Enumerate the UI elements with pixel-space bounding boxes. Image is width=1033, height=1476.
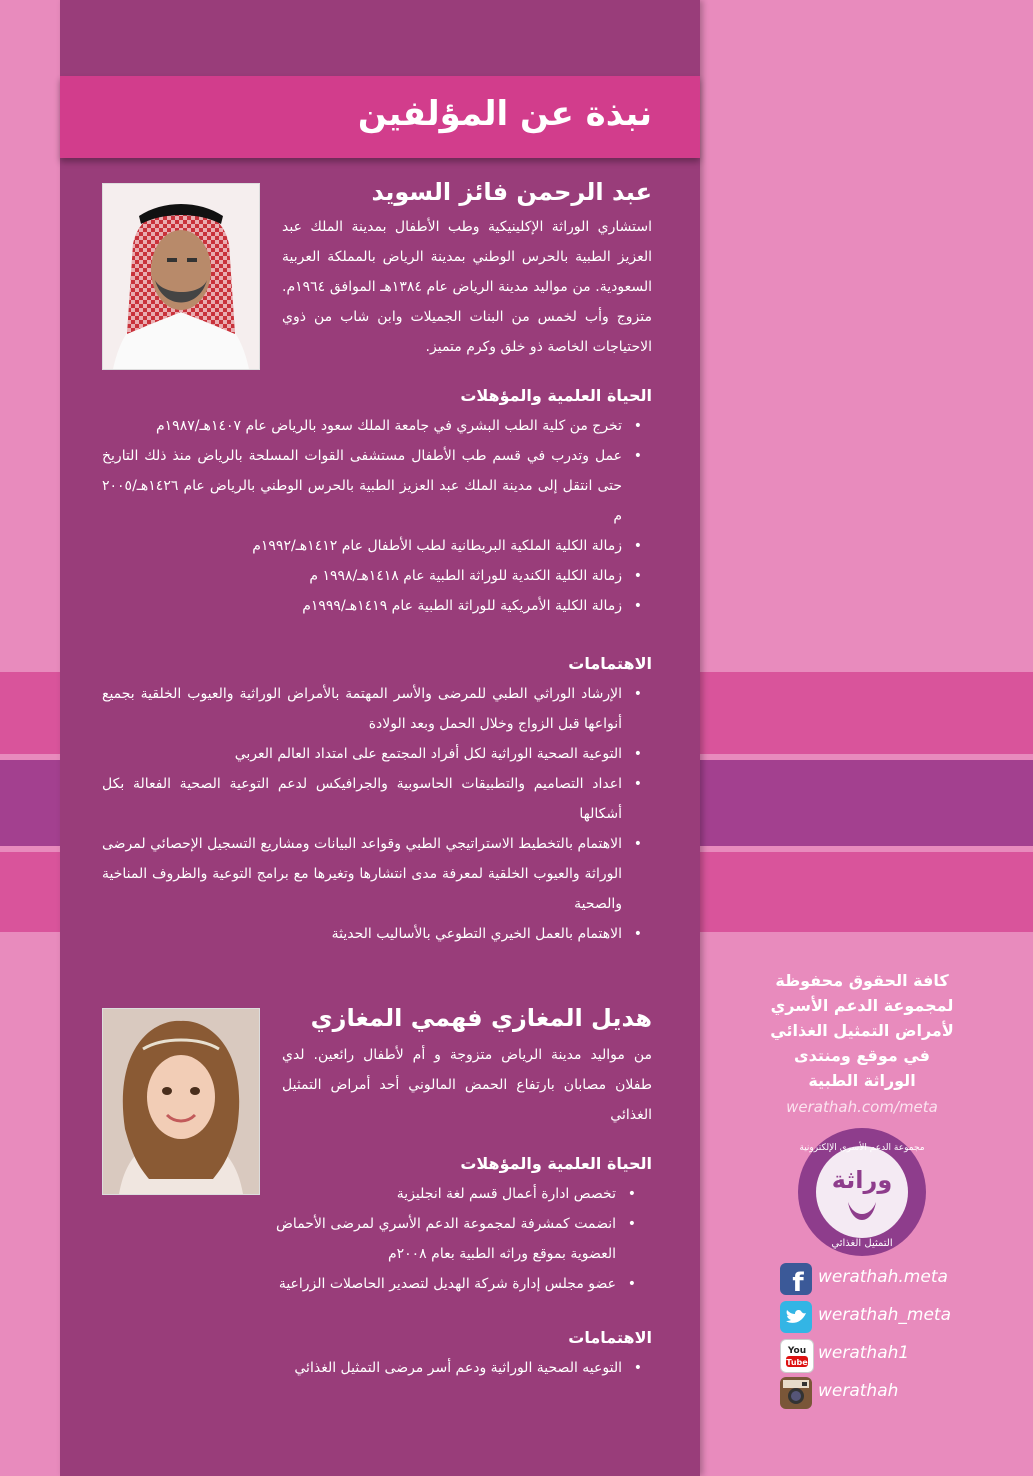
instagram-icon xyxy=(780,1377,812,1409)
rights-line: كافة الحقوق محفوظة xyxy=(775,971,949,990)
author1-qualifications-title: الحياة العلمية والمؤهلات xyxy=(460,386,652,405)
list-item: • زمالة الكلية الأمريكية للوراثة الطبية عام ١٤١٩هـ/١٩٩٩م xyxy=(102,591,622,621)
author2-name: هديل المغازي فهمي المغازي xyxy=(310,1004,652,1032)
youtube-icon xyxy=(780,1339,814,1373)
list-item: • تخصص ادارة أعمال قسم لغة انجليزية xyxy=(276,1179,616,1209)
list-item: • الاهتمام بالتخطيط الاستراتيجي الطبي وقواعد البيانات ومشاريع التسجيل الإحصائي لمرضى الوراثة والعيوب الخلقية لمعرفة مدى انتشارها وتغيرها مع برامج التوعية والظروف المناخية والصحية xyxy=(102,829,622,919)
werathah-logo xyxy=(796,1126,928,1258)
social-facebook[interactable] xyxy=(780,1263,1020,1297)
author1-interests xyxy=(102,654,652,949)
author1-photo xyxy=(102,183,260,370)
author2-qualifications-title: الحياة العلمية والمؤهلات xyxy=(460,1154,652,1173)
svg-text:You: You xyxy=(787,1346,807,1356)
author1-bio-block xyxy=(282,212,652,362)
list-item: • عمل وتدرب في قسم طب الأطفال مستشفى القوات المسلحة بالرياض منذ ذلك التاريخ حتى انتقل إلى مدينة الملك عبد العزيز الطبية بالحرس الوطني بالرياض عام ١٤٢٦هـ/٢٠٠٥ م xyxy=(102,441,622,531)
list-item: • التوعية الصحية الوراثية لكل أفراد المجتمع على امتداد العالم العربي xyxy=(102,739,622,769)
website-link[interactable]: werathah.com/meta xyxy=(786,1098,938,1116)
rights-line: لمجموعة الدعم الأسري xyxy=(770,996,954,1015)
list-item: • الإرشاد الوراثي الطبي للمرضى والأسر المهتمة بالأمراض الوراثية والعيوب الخلقية بجميع أنواعها قبل الزواج وخلال الحمل وبعد الولادة xyxy=(102,679,622,739)
list-item: • انضمت كمشرفة لمجموعة الدعم الأسري لمرضى الأحماض العضوية بموقع وراثه الطبية بعام ٢٠٠٨م xyxy=(276,1209,616,1269)
svg-text:f: f xyxy=(792,1268,804,1295)
author1-interests-title: الاهتمامات xyxy=(568,654,652,673)
svg-text:Tube: Tube xyxy=(786,1358,808,1367)
list-item: • زمالة الكلية الكندية للوراثة الطبية عام ١٤١٨هـ/١٩٩٨ م xyxy=(102,561,622,591)
list-item: • زمالة الكلية الملكية البريطانية لطب الأطفال عام ١٤١٢هـ/١٩٩٢م xyxy=(102,531,622,561)
logo-text: وراثة xyxy=(831,1166,893,1194)
author1-name-block xyxy=(102,178,652,206)
youtube-handle[interactable]: werathah1 xyxy=(818,1343,910,1363)
twitter-handle[interactable]: werathah_meta xyxy=(818,1305,952,1325)
list-item: • التوعيه الصحية الوراثية ودعم أسر مرضى التمثيل الغذائي xyxy=(102,1353,622,1383)
list-item: • الاهتمام بالعمل الخيري التطوعي بالأساليب الحديثة xyxy=(102,919,622,949)
social-instagram[interactable] xyxy=(780,1377,1020,1411)
author2-interests-title: الاهتمامات xyxy=(568,1328,652,1347)
copyright-notice xyxy=(744,968,980,1120)
author2-name-block xyxy=(102,1004,652,1032)
list-item: • عضو مجلس إدارة شركة الهديل لتصدير الحاصلات الزراعية xyxy=(276,1269,616,1299)
logo-bottom-text: التمثيل الغذائي xyxy=(831,1238,893,1249)
facebook-icon xyxy=(780,1263,812,1295)
author1-qualifications xyxy=(102,386,652,621)
rights-line: لأمراض التمثيل الغذائي xyxy=(770,1021,954,1040)
rights-line: الوراثة الطبية xyxy=(808,1071,916,1090)
page-title: نبذة عن المؤلفين xyxy=(357,94,652,134)
page-header xyxy=(60,76,700,158)
list-item: • اعداد التصاميم والتطبيقات الحاسوبية والجرافيكس لدعم التوعية الصحية الفعالة بكل أشكالها xyxy=(102,769,622,829)
author1-bio: استشاري الوراثة الإكلينيكية وطب الأطفال بمدينة الملك عبد العزيز الطبية بالحرس الوطني بمدينة الرياض بالمملكة العربية السعودية. من مواليد مدينة الرياض عام ١٣٨٤هـ الموافق ١٩٦٤م. متزوج وأب لخمس من البنات الجميلات وابن شاب من ذوي الاحتياجات الخاصة ذو خلق وكرم متميز. xyxy=(282,219,653,355)
facebook-handle[interactable]: werathah.meta xyxy=(818,1267,948,1287)
author2-bio: من مواليد مدينة الرياض متزوجة و أم لأطفال رائعين. لدي طفلان مصابان بارتفاع الحمض المالوني أحد أمراض التمثيل الغذائي xyxy=(282,1047,652,1123)
author2-interests xyxy=(102,1328,652,1383)
author1-name: عبد الرحمن فائز السويد xyxy=(371,178,652,206)
instagram-handle[interactable]: werathah xyxy=(818,1381,899,1401)
social-twitter[interactable] xyxy=(780,1301,1020,1335)
logo-ring-text: مجموعة الدعم الأسري الإلكترونية xyxy=(799,1143,925,1153)
list-item: • تخرج من كلية الطب البشري في جامعة الملك سعود بالرياض عام ١٤٠٧هـ/١٩٨٧م xyxy=(102,411,622,441)
twitter-icon xyxy=(780,1301,812,1333)
author2-qualifications xyxy=(102,1154,652,1299)
rights-line: في موقع ومنتدى xyxy=(794,1046,930,1065)
author2-bio-block xyxy=(282,1040,652,1130)
social-youtube[interactable] xyxy=(780,1339,1020,1373)
